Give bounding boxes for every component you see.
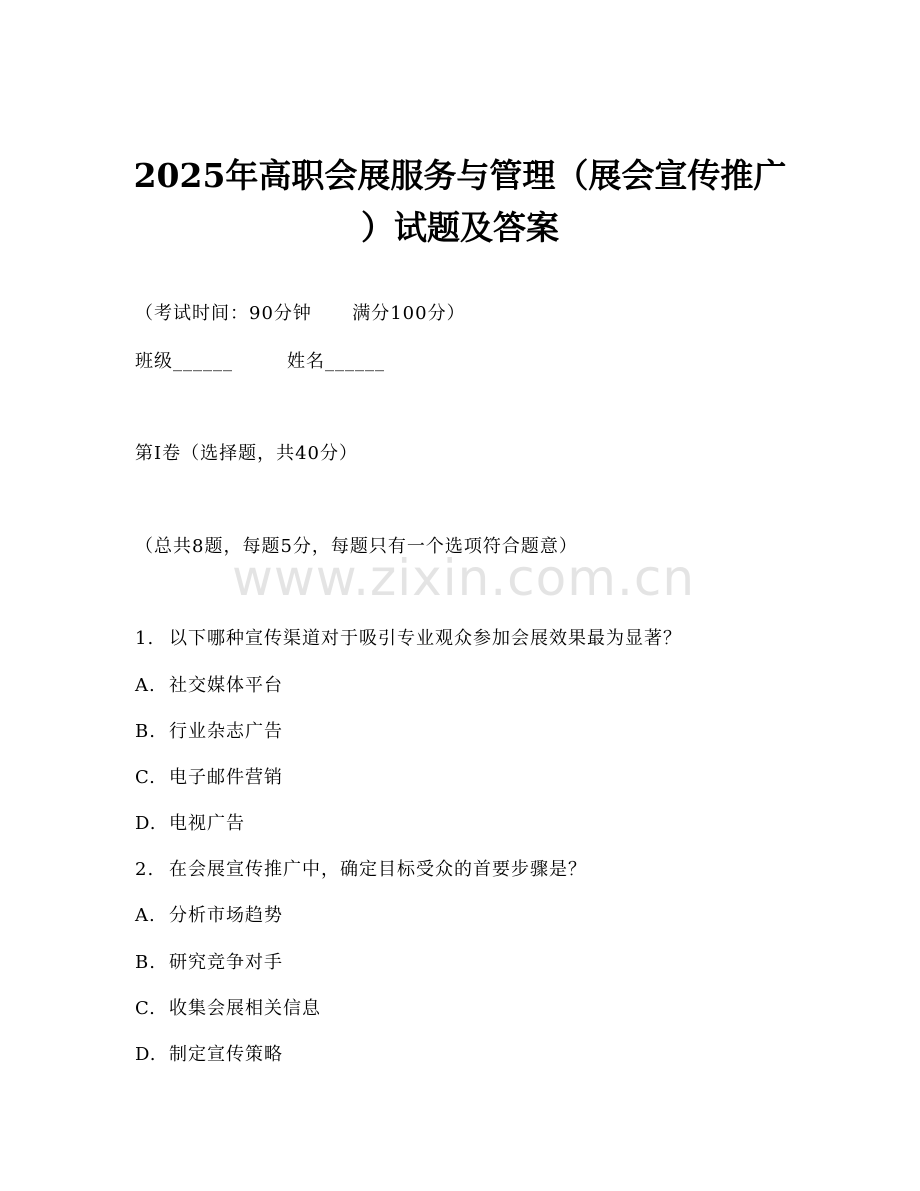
option-text: 行业杂志广告 bbox=[169, 721, 283, 742]
section-heading: 第I卷（选择题，共40分） bbox=[135, 443, 359, 464]
class-name-row bbox=[135, 350, 385, 374]
question-2 bbox=[135, 858, 587, 882]
option-label: C. bbox=[135, 767, 156, 788]
option-label: A. bbox=[135, 675, 156, 696]
question-number: 1. bbox=[135, 628, 155, 649]
document-title-line2: ）试题及答案 bbox=[361, 208, 559, 247]
document-title-line1: 2025年高职会展服务与管理（展会宣传推广 bbox=[133, 156, 787, 195]
name-label: 姓名______ bbox=[287, 351, 385, 372]
question-1-option-b bbox=[135, 720, 283, 744]
question-1 bbox=[135, 627, 682, 651]
question-text: 以下哪种宣传渠道对于吸引专业观众参加会展效果最为显著？ bbox=[169, 628, 682, 649]
exam-info: （考试时间：90分钟 满分100分） bbox=[135, 303, 466, 324]
watermark: www.zixin.com.cn bbox=[232, 549, 696, 607]
question-1-option-d bbox=[135, 812, 245, 836]
class-label: 班级______ bbox=[135, 351, 233, 372]
question-2-option-b bbox=[135, 951, 283, 975]
option-text: 电视广告 bbox=[169, 813, 245, 834]
option-text: 收集会展相关信息 bbox=[169, 998, 321, 1019]
question-1-option-a bbox=[135, 674, 283, 698]
option-label: C. bbox=[135, 998, 156, 1019]
option-text: 电子邮件营销 bbox=[169, 767, 283, 788]
option-label: B. bbox=[135, 721, 156, 742]
section-note: （总共8题，每题5分，每题只有一个选项符合题意） bbox=[135, 536, 578, 557]
option-text: 社交媒体平台 bbox=[169, 675, 283, 696]
option-text: 研究竞争对手 bbox=[169, 952, 283, 973]
question-text: 在会展宣传推广中，确定目标受众的首要步骤是？ bbox=[169, 859, 587, 880]
question-2-option-c bbox=[135, 997, 321, 1021]
option-label: D. bbox=[135, 1044, 157, 1065]
option-label: A. bbox=[135, 905, 156, 926]
question-1-option-c bbox=[135, 766, 283, 790]
question-number: 2. bbox=[135, 859, 155, 880]
option-text: 制定宣传策略 bbox=[169, 1044, 283, 1065]
option-label: B. bbox=[135, 952, 156, 973]
option-label: D. bbox=[135, 813, 157, 834]
option-text: 分析市场趋势 bbox=[169, 905, 283, 926]
question-2-option-a bbox=[135, 904, 283, 928]
question-2-option-d bbox=[135, 1043, 283, 1067]
